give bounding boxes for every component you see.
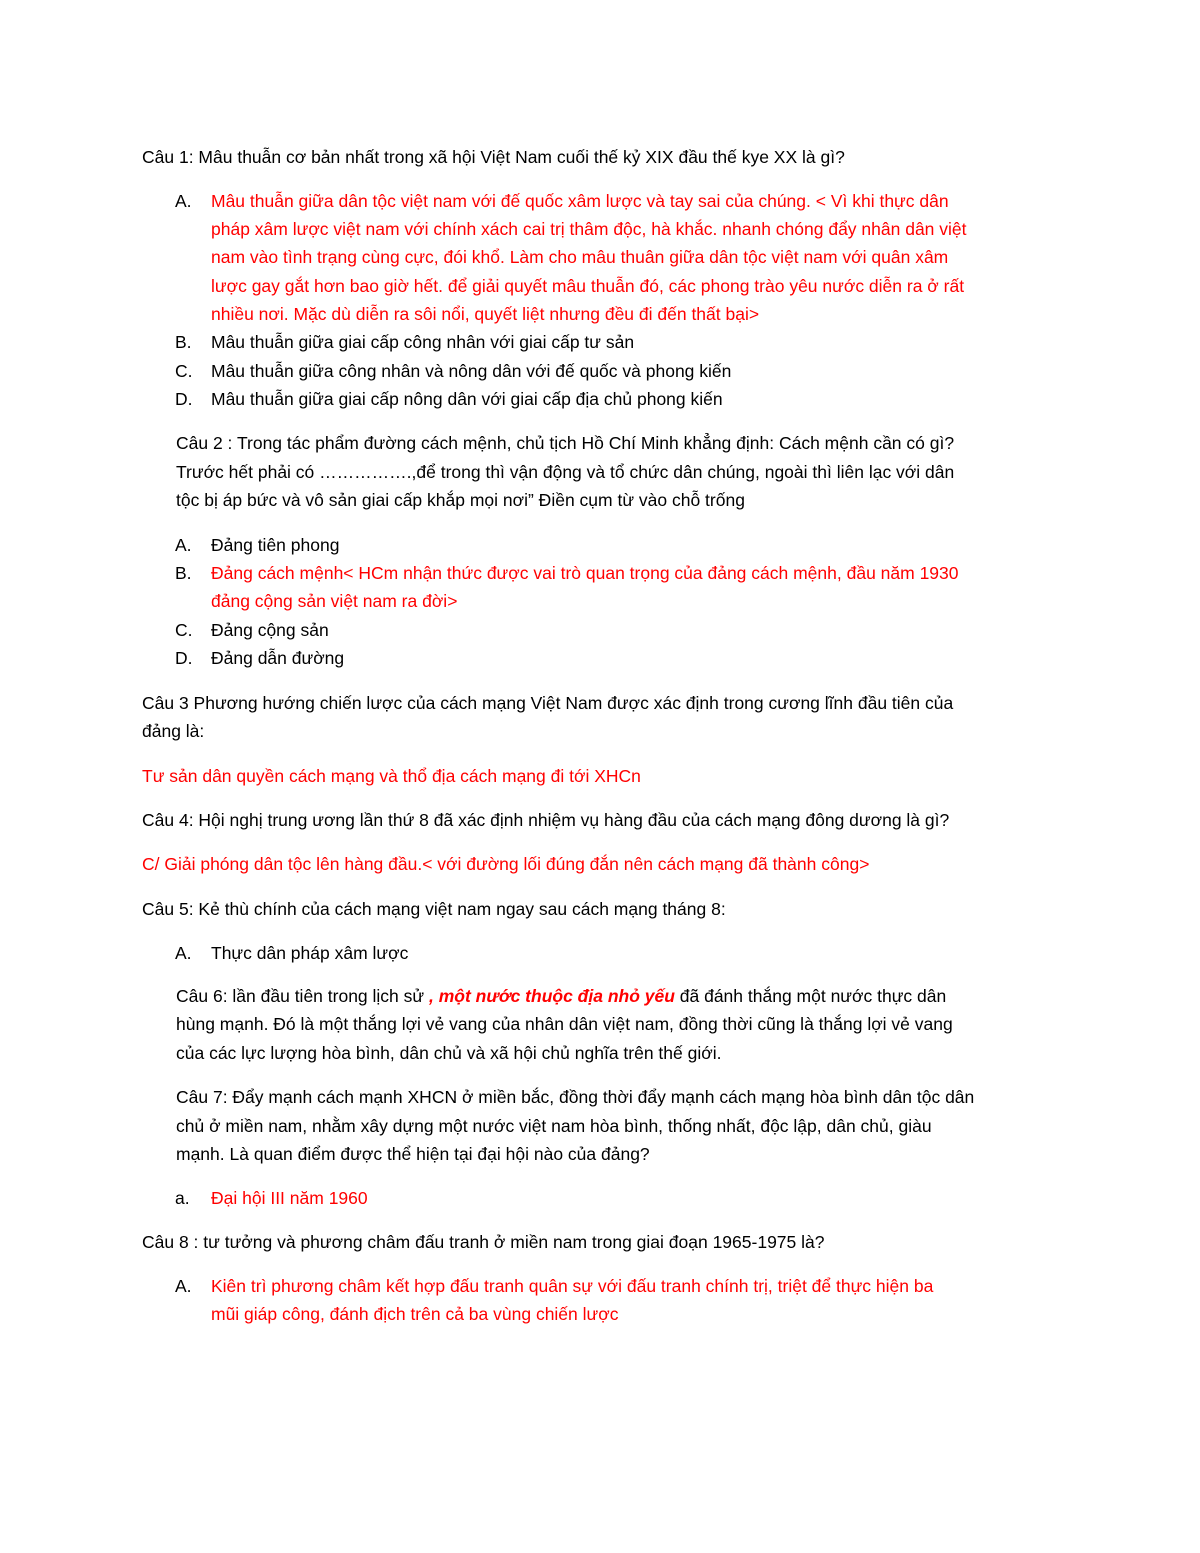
q8-answer-line: Kiên trì phương châm kết hợp đấu tranh quân sự với đấu tranh chính trị, triệt để thực hiện ba: [211, 1276, 934, 1296]
question-6-line: hùng mạnh. Đó là một thắng lợi vẻ vang của nhân dân việt nam, đồng thời cũng là thắng lợi vẻ vang: [176, 1014, 953, 1034]
q1-option-c: Mâu thuẫn giữa công nhân và nông dân với đế quốc và phong kiến: [211, 361, 732, 381]
question-8: Câu 8 : tư tưởng và phương châm đấu tranh ở miền nam trong giai đoạn 1965-1975 là?: [142, 1232, 825, 1252]
q7-answer: Đại hội III năm 1960: [211, 1188, 368, 1208]
q1-option-d: Mâu thuẫn giữa giai cấp nông dân với giai cấp địa chủ phong kiến: [211, 389, 723, 409]
option-marker: D.: [175, 648, 193, 668]
question-2-line: tộc bị áp bức và vô sản giai cấp khắp mọi nơi” Điền cụm từ vào chỗ trống: [176, 490, 745, 510]
option-marker: A.: [175, 191, 192, 211]
question-3-line: đảng là:: [142, 721, 205, 741]
q6-prefix: Câu 6: lần đầu tiên trong lịch sử: [176, 986, 429, 1006]
q2-answer-line: Đảng cách mệnh< HCm nhận thức được vai trò quan trọng của đảng cách mệnh, đầu năm 1930: [211, 563, 959, 583]
question-1: Câu 1: Mâu thuẫn cơ bản nhất trong xã hội Việt Nam cuối thế kỷ XIX đầu thế kye XX là gì?: [142, 147, 845, 167]
q6-highlight: , một nước thuộc địa nhỏ yếu: [428, 986, 675, 1006]
q1-option-b: Mâu thuẫn giữa giai cấp công nhân với giai cấp tư sản: [211, 332, 635, 352]
option-marker: C.: [175, 620, 193, 640]
question-2-line: Câu 2 : Trong tác phẩm đường cách mệnh, chủ tịch Hồ Chí Minh khẳng định: Cách mệnh cần có gì?: [176, 433, 955, 453]
question-6-line: của các lực lượng hòa bình, dân chủ và xã hội chủ nghĩa trên thế giới.: [176, 1043, 722, 1063]
option-marker: C.: [175, 361, 193, 381]
q2-option-a: Đảng tiên phong: [211, 535, 340, 555]
q1-answer-line: pháp xâm lược việt nam với chính xách cai trị thâm độc, hà khắc. nhanh chóng đẩy nhân dân việt: [211, 219, 967, 239]
q1-answer-line: nhiều nơi. Mặc dù diễn ra sôi nổi, quyết liệt nhưng đều đi đến thất bại>: [211, 304, 760, 324]
q5-option-a: Thực dân pháp xâm lược: [211, 943, 409, 963]
option-marker: B.: [175, 332, 192, 352]
q2-option-c: Đảng cộng sản: [211, 620, 329, 640]
question-7-line: Câu 7: Đẩy mạnh cách mạnh XHCN ở miền bắc, đồng thời đẩy mạnh cách mạng hòa bình dân tộc dân: [176, 1087, 975, 1107]
question-3-line: Câu 3 Phương hướng chiến lược của cách mạng Việt Nam được xác định trong cương lĩnh đầu tiên của: [142, 693, 954, 713]
q1-answer-line: nam vào tình trạng cùng cực, đói khổ. Làm cho mâu thuân giữa dân tộc việt nam với quân xâm: [211, 247, 949, 267]
option-marker: A.: [175, 535, 192, 555]
option-marker: D.: [175, 389, 193, 409]
question-5: Câu 5: Kẻ thù chính của cách mạng việt nam ngay sau cách mạng tháng 8:: [142, 899, 726, 919]
option-marker: A.: [175, 943, 192, 963]
q2-answer-line: đảng cộng sản việt nam ra đời>: [211, 591, 458, 611]
q8-answer-line: mũi giáp công, đánh địch trên cả ba vùng chiến lược: [211, 1304, 619, 1324]
q1-answer-line: lược gay gắt hơn bao giờ hết. để giải quyết mâu thuẫn đó, các phong trào yêu nước diễn ra ở rất: [211, 276, 965, 296]
option-marker: a.: [175, 1188, 190, 1208]
q4-answer: C/ Giải phóng dân tộc lên hàng đầu.< với đường lối đúng đắn nên cách mạng đã thành công>: [142, 854, 870, 874]
option-marker: B.: [175, 563, 192, 583]
q2-option-d: Đảng dẫn đường: [211, 648, 345, 668]
question-7-line: chủ ở miền nam, nhằm xây dựng một nước việt nam hòa bình, thống nhất, độc lập, dân chủ, giàu: [176, 1116, 932, 1136]
q6-suffix: đã đánh thắng một nước thực dân: [674, 986, 947, 1006]
question-6-line-1: [176, 985, 946, 1007]
question-7-line: mạnh. Là quan điểm được thể hiện tại đại hội nào của đảng?: [176, 1144, 650, 1164]
question-4: Câu 4: Hội nghị trung ương lần thứ 8 đã xác định nhiệm vụ hàng đầu của cách mạng đông dương là gì?: [142, 810, 950, 830]
option-marker: A.: [175, 1276, 192, 1296]
q1-answer-line: Mâu thuẫn giữa dân tộc việt nam với đế quốc xâm lược và tay sai của chúng. < Vì khi thực dân: [211, 191, 949, 211]
q3-answer: Tư sản dân quyền cách mạng và thổ địa cách mạng đi tới XHCn: [142, 766, 641, 786]
question-2-line: Trước hết phải có …………….,để trong thì vận động và tổ chức dân chúng, ngoài thì liên lạc với dân: [176, 462, 955, 482]
